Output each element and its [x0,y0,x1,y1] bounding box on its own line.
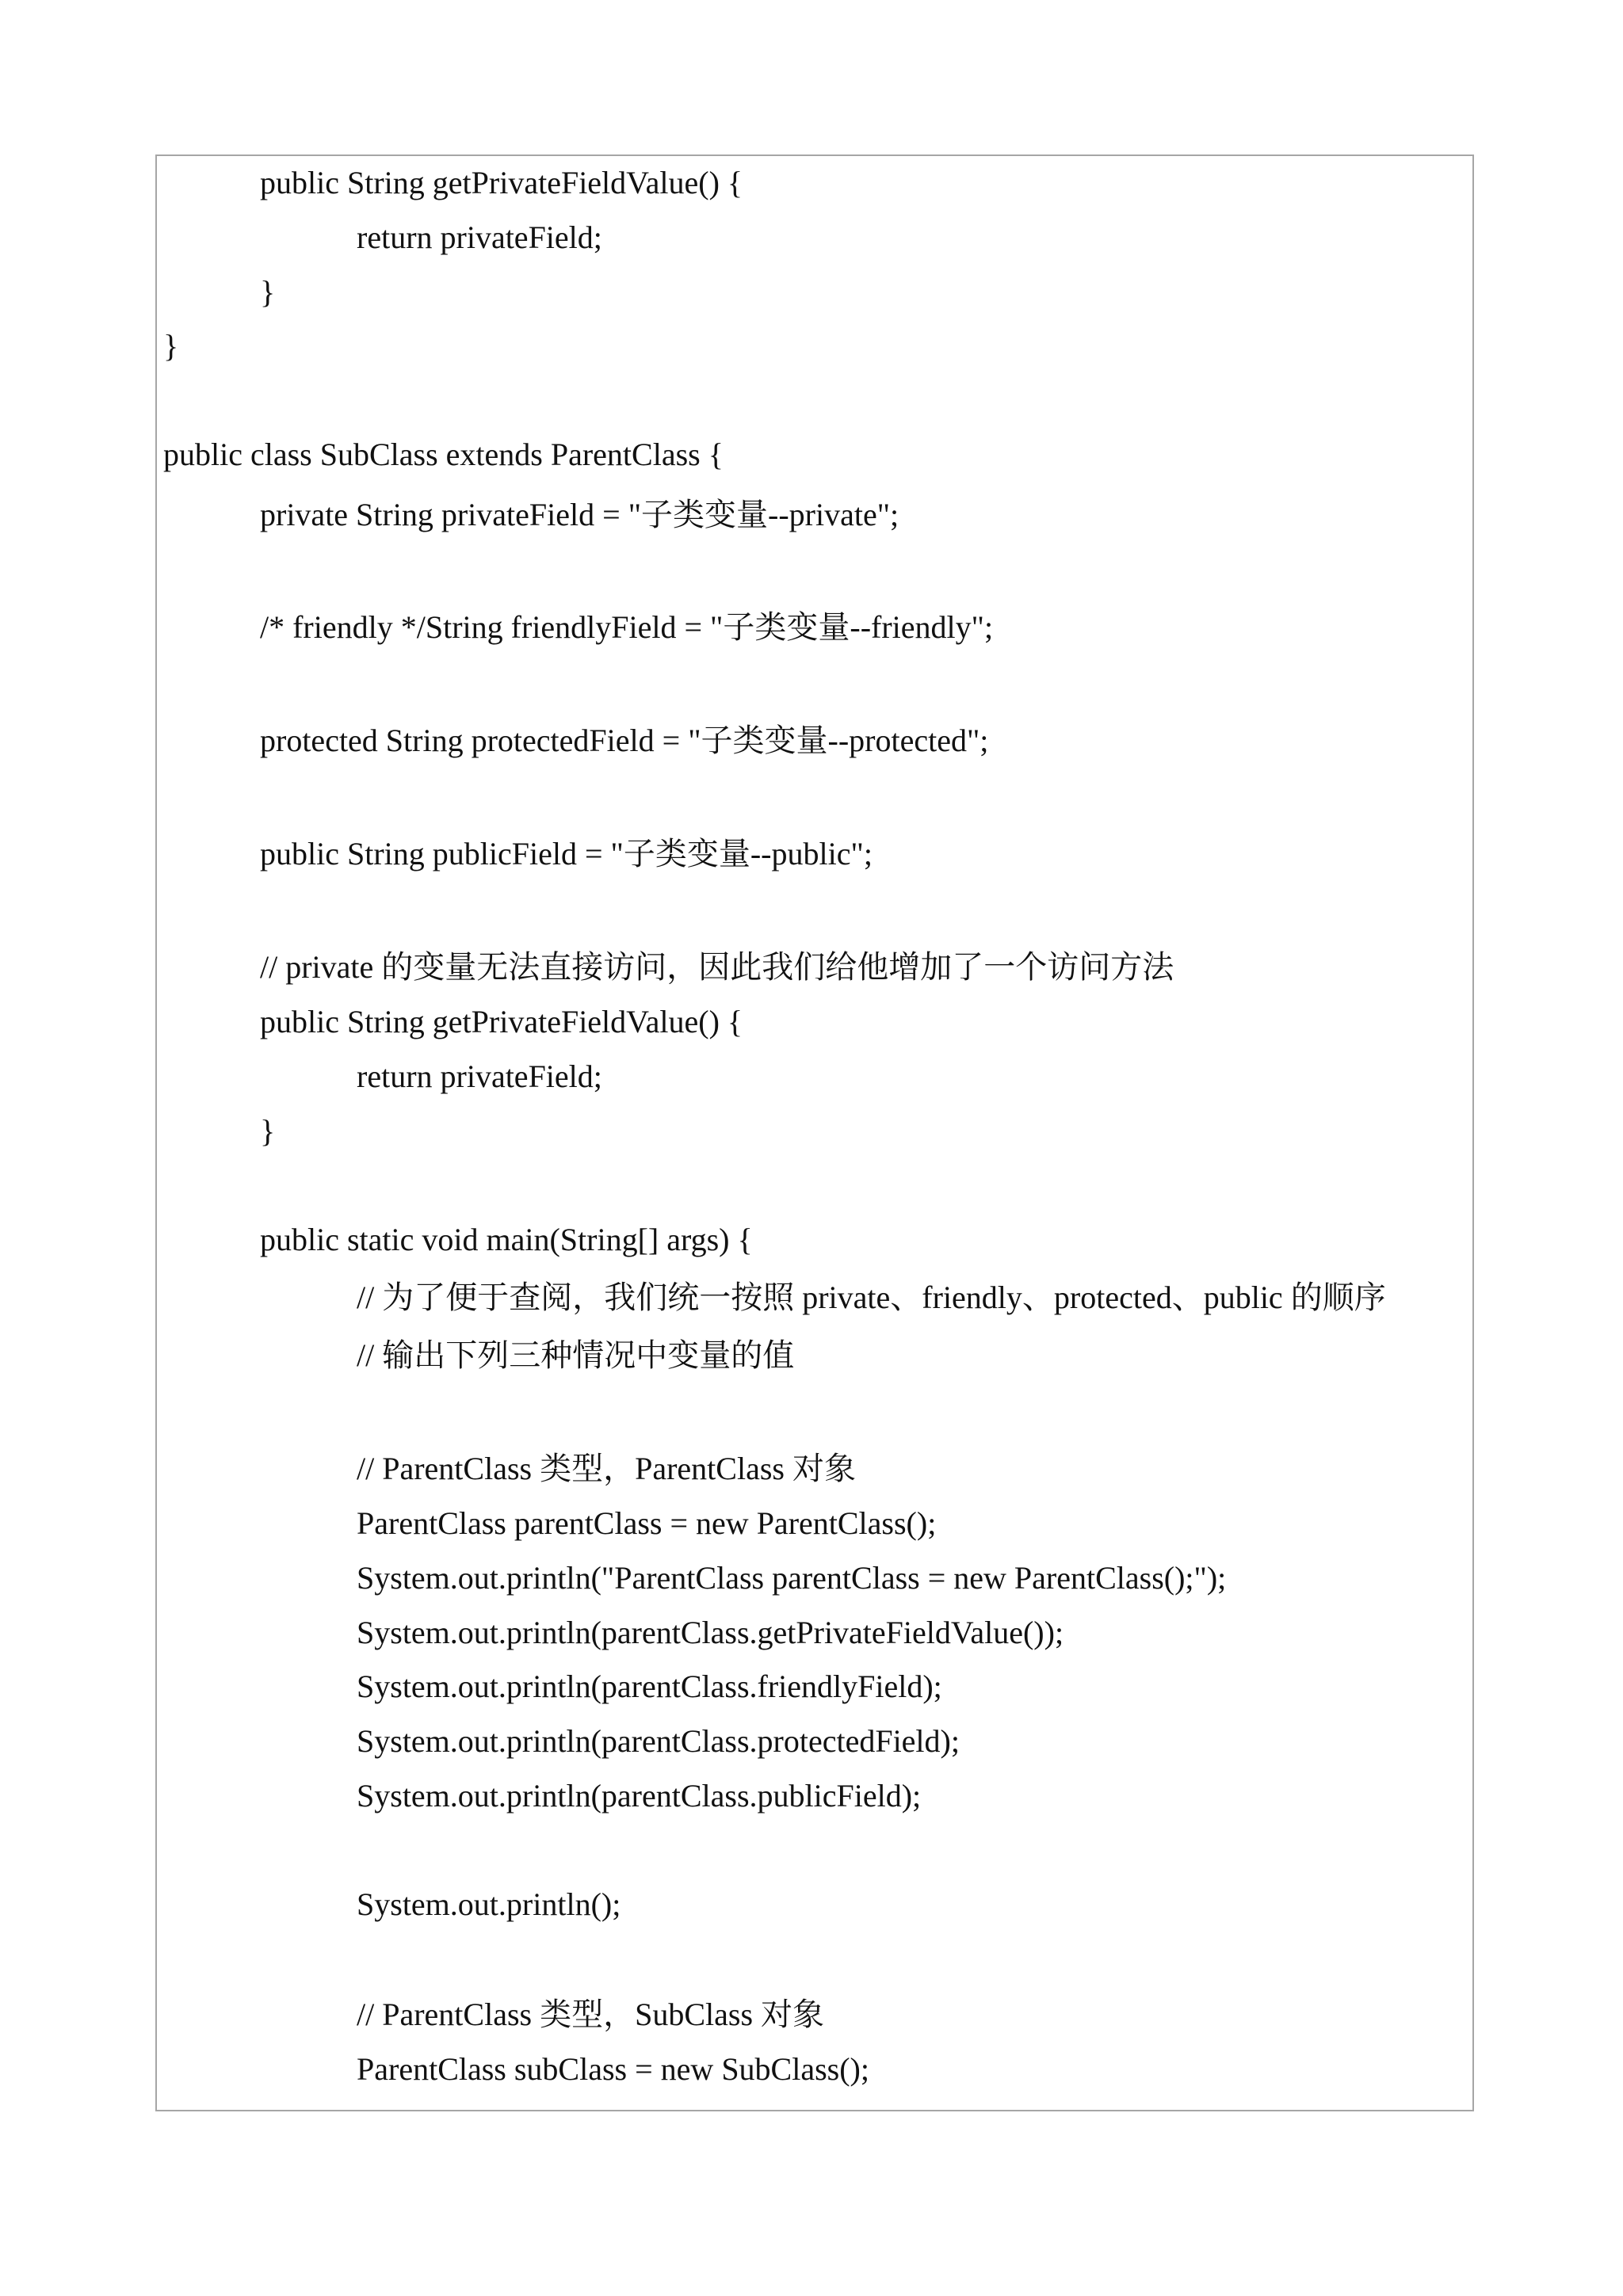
code-line: System.out.println(parentClass.getPrivateFieldValue()); [357,1615,1064,1650]
code-comment: // ParentClass 类型，ParentClass 对象 [357,1451,856,1486]
code-line: public String getPrivateFieldValue() { [260,165,743,200]
code-comment: // private 的变量无法直接访问，因此我们给他增加了一个访问方法 [260,949,1174,985]
code-line: System.out.println(parentClass.protectedField); [357,1723,960,1759]
code-line: ParentClass parentClass = new ParentClass(); [357,1505,937,1541]
code-line: } [260,1113,276,1149]
code-line: public String getPrivateFieldValue() { [260,1004,743,1039]
code-line: } [260,274,276,310]
code-line: System.out.println(); [357,1886,621,1922]
code-line: ParentClass subClass = new SubClass(); [357,2051,869,2087]
code-comment: // ParentClass 类型，SubClass 对象 [357,1997,825,2032]
code-line: public class SubClass extends ParentClass { [163,437,724,472]
code-line: System.out.println("ParentClass parentClass = new ParentClass();"); [357,1560,1227,1596]
code-line: public String publicField = "子类变量--public"; [260,836,873,871]
code-line: System.out.println(parentClass.friendlyField); [357,1669,942,1704]
code-line: /* friendly */String friendlyField = "子类变量--friendly"; [260,609,994,645]
code-line: private String privateField = "子类变量--private"; [260,497,899,532]
code-comment: // 输出下列三种情况中变量的值 [357,1337,795,1373]
code-line: } [163,328,179,364]
code-line: return privateField; [357,219,602,255]
code-line: public static void main(String[] args) { [260,1222,753,1257]
code-line: System.out.println(parentClass.publicField); [357,1778,922,1814]
code-line: protected String protectedField = "子类变量--protected"; [260,723,989,758]
code-line: return privateField; [357,1058,602,1094]
code-comment: // 为了便于查阅，我们统一按照 private、friendly、protected、public 的顺序 [357,1280,1386,1315]
